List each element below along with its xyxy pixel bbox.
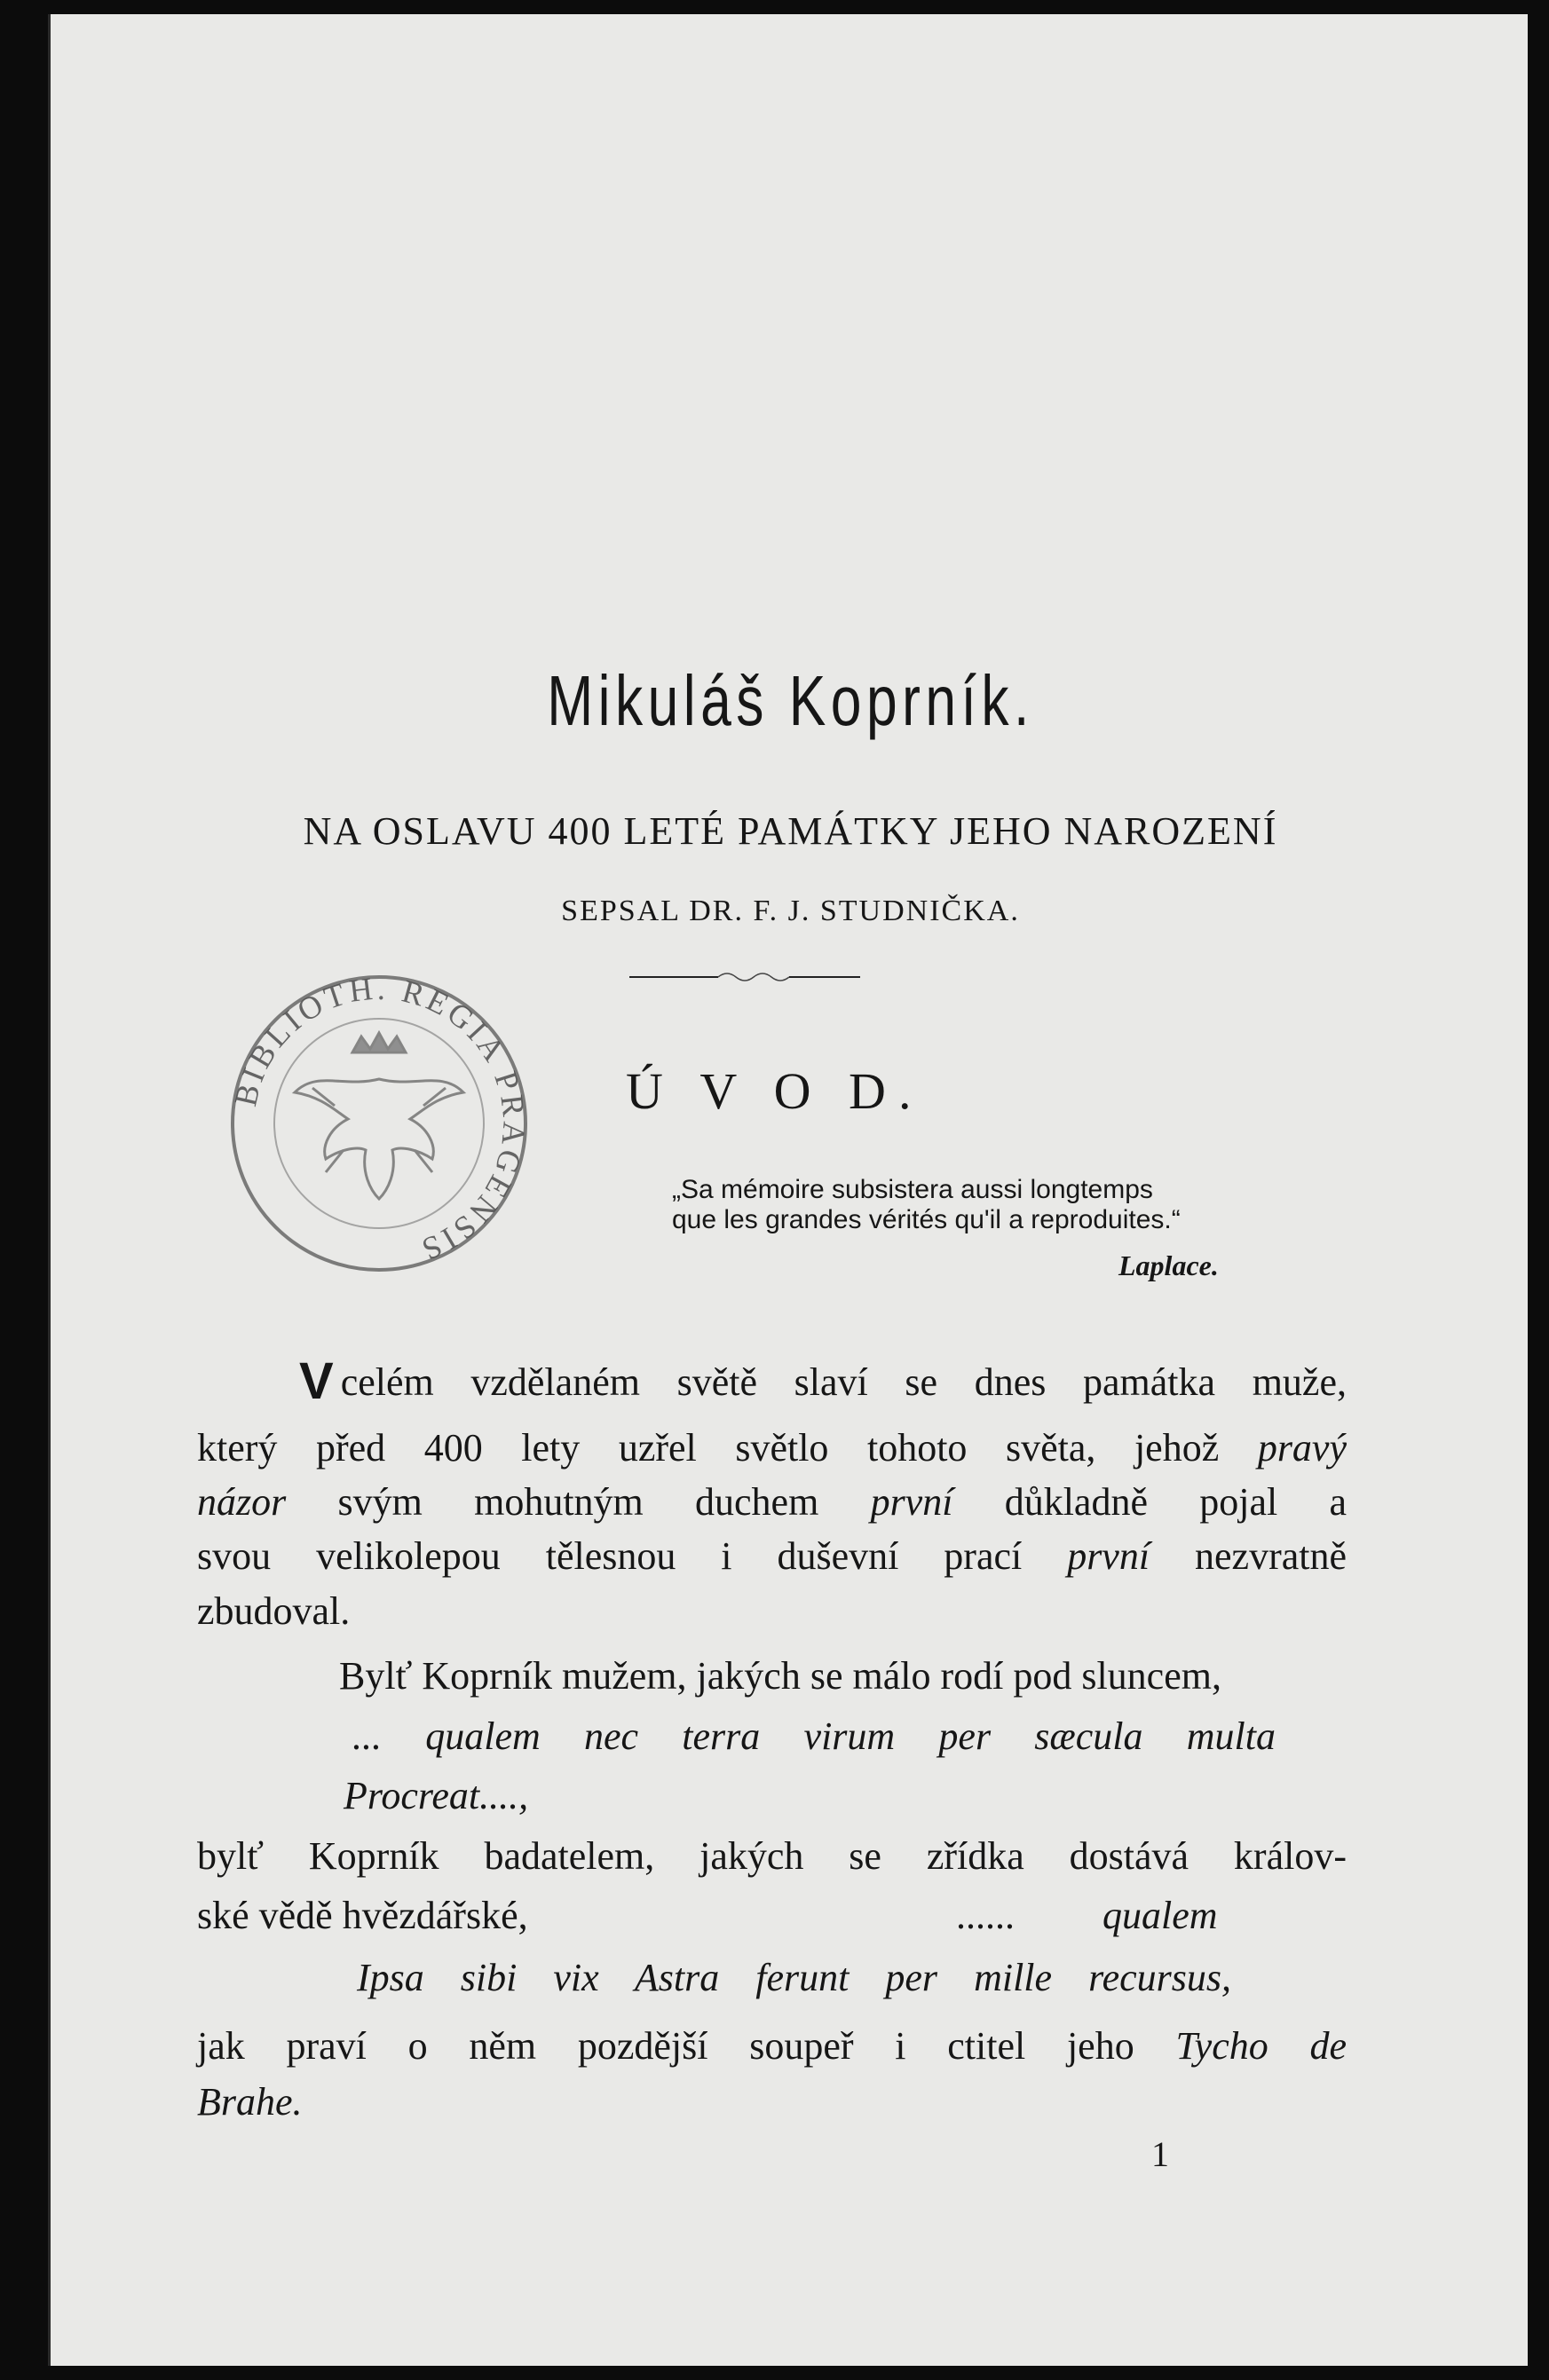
body-line: bylť Koprník badatelem, jakých se zřídka dostává králov-: [197, 1834, 1347, 1878]
latin-quote-line: Procreat....,: [344, 1774, 529, 1817]
ellipsis: ......: [956, 1894, 1015, 1937]
author-line: SEPSAL DR. F. J. STUDNIČKA.: [561, 894, 1020, 927]
latin-quote-line: ... qualem nec terra virum per sæcula multa: [352, 1714, 1276, 1758]
body-line: Bylť Koprník mužem, jakých se málo rodí pod sluncem,: [339, 1654, 1221, 1698]
body-line: V celém vzdělaném světě slaví se dnes památka muže,: [299, 1352, 1347, 1410]
page-number: 1: [1151, 2134, 1169, 2174]
epigraph-line: „Sa mémoire subsistera aussi longtemps: [672, 1175, 1153, 1204]
body-line: jak praví o něm pozdější soupeř i ctitel jeho Tycho de: [197, 2024, 1347, 2068]
body-line: svou velikolepou tělesnou i duševní prací první nezvratně: [197, 1534, 1347, 1578]
body-line: který před 400 lety uzřel světlo tohoto světa, jehož pravý: [197, 1426, 1347, 1470]
body-line: zbudoval.: [197, 1589, 351, 1633]
body-line: Brahe.: [197, 2080, 303, 2124]
body-line: názor svým mohutným duchem první důkladně pojal a: [197, 1480, 1347, 1524]
ornamental-rule: [629, 968, 860, 986]
latin-quote-word: qualem: [1102, 1894, 1218, 1937]
drop-cap: V: [299, 1352, 334, 1410]
subtitle: NA OSLAVU 400 LETÉ PAMÁTKY JEHO NAROZENÍ: [303, 809, 1278, 853]
epigraph-attribution: Laplace.: [1118, 1249, 1219, 1281]
library-stamp: [219, 973, 539, 1274]
epigraph-line: que les grandes vérités qu'il a reproduites.“: [672, 1205, 1181, 1234]
book-page: [48, 14, 1528, 2366]
stamp-lettering: BIBLIOTH. REGIA PRAGENSIS: [227, 973, 533, 1269]
body-line: ské vědě hvězdářské,: [197, 1894, 528, 1937]
latin-quote-line: Ipsa sibi vix Astra ferunt per mille recursus,: [357, 1956, 1231, 1999]
page-title: Mikuláš Koprník.: [547, 661, 1034, 740]
section-heading: Ú V O D.: [626, 1062, 924, 1120]
